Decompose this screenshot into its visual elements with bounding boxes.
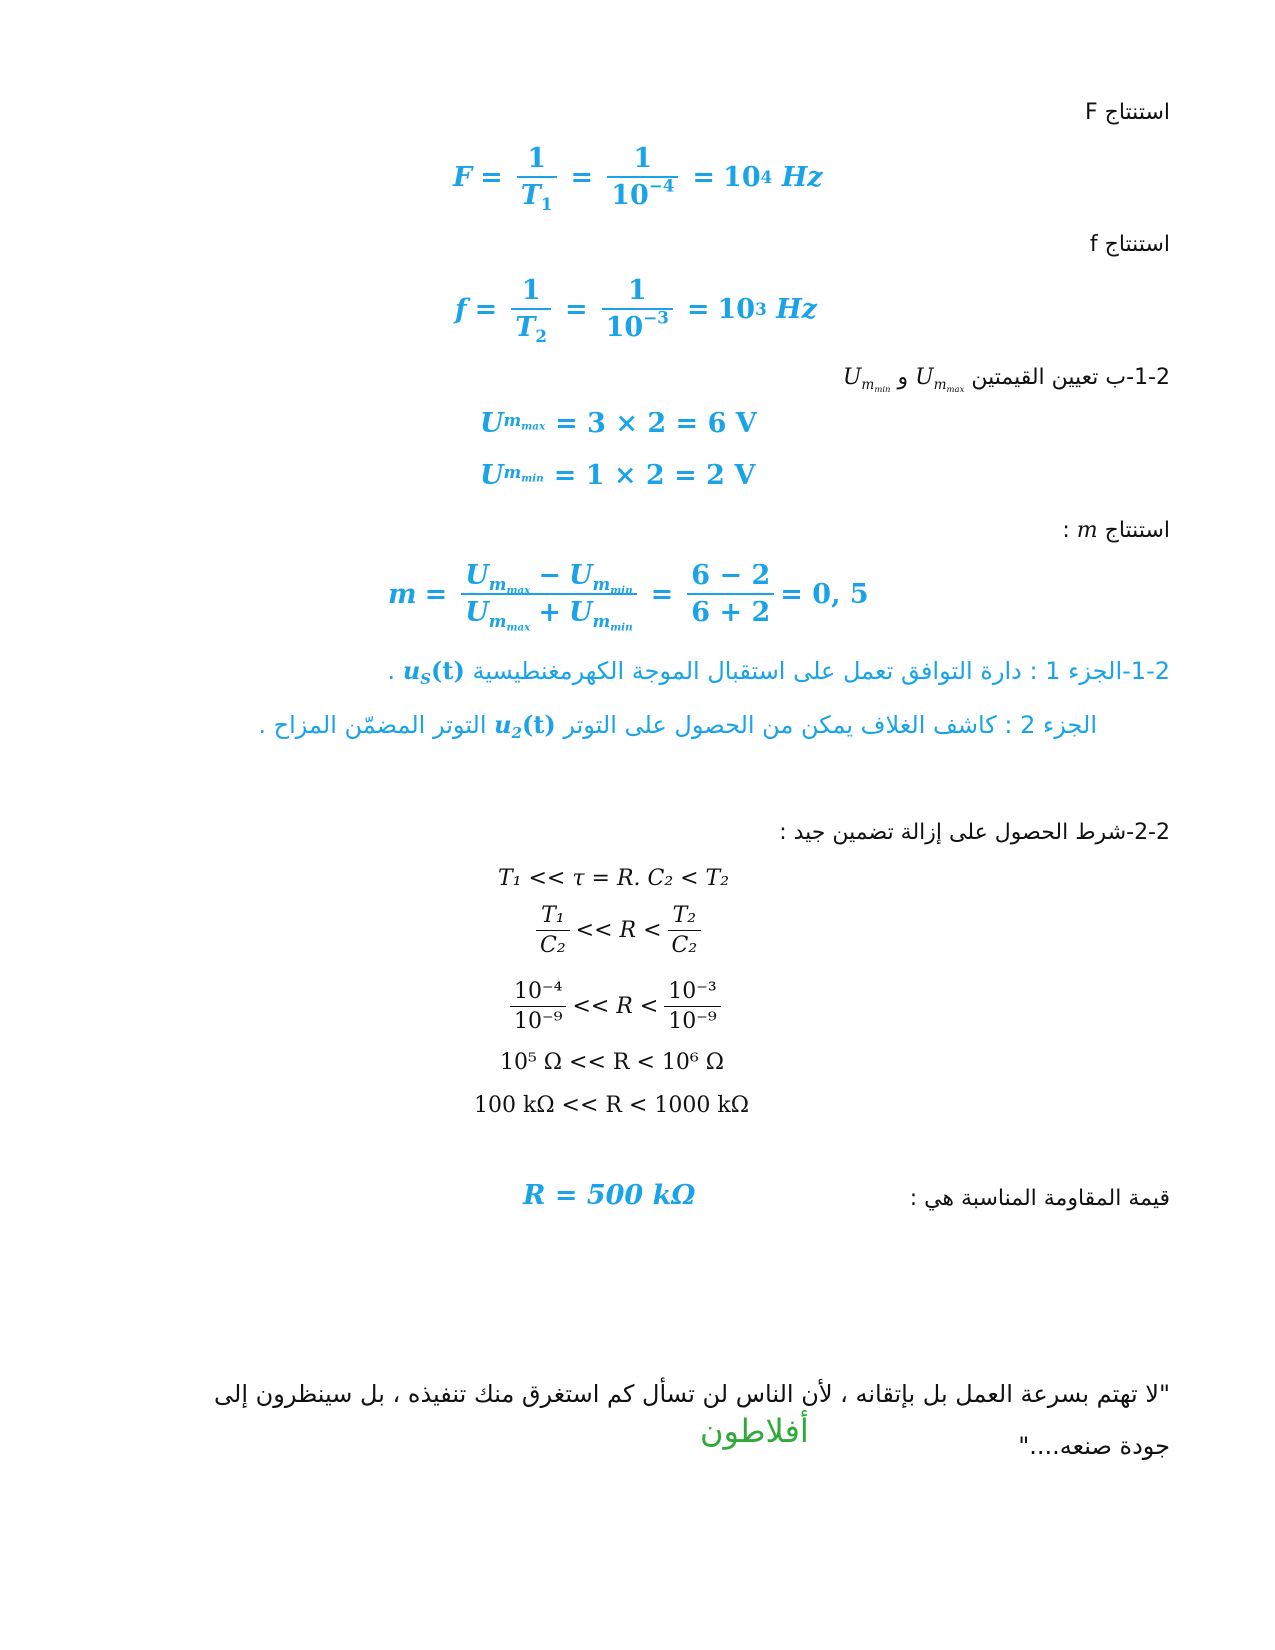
- part1-text: 1-2-الجزء 1 : دارة التوافق تعمل على استقبال الموجة الكهرمغنطيسية $u_S(t)$ .: [387, 656, 1170, 689]
- formula-umin: U $m_{min}$ = 1 × 2 = 2 V: [480, 460, 756, 491]
- heading-deduce-f: استنتاج f: [1089, 232, 1170, 257]
- heading-deduce-F: استنتاج F: [1084, 100, 1170, 125]
- formula-f: f = $\frac{1}{T_2}$ = $\frac{1}{10^{-3}}$ = 10 3 Hz: [455, 275, 817, 346]
- formula-F: F = $\frac{1}{T_1}$ = $\frac{1}{10^{-4}}$ = 10 4 Hz: [453, 143, 823, 214]
- quote-line-1: "لا تهتم بسرعة العمل بل بإتقانه ، لأن الناس لن تسأل كم استغرق منك تنفيذه ، بل سينظرون إلى: [214, 1380, 1170, 1408]
- resistance-label: قيمة المقاومة المناسبة هي :: [909, 1186, 1170, 1211]
- condition-line-3: $\frac{\text{10⁻⁴}}{\text{10⁻⁹}}$ << R < $\frac{\text{10⁻³}}{\text{10⁻⁹}}$: [504, 979, 727, 1034]
- heading-determine-u: 1-2-ب تعيين القيمتين $U_{m_{max}}$ و $U_{m_{min}}$: [842, 365, 1170, 394]
- condition-line-1: T₁ << τ = R. C₂ < T₂: [498, 866, 730, 891]
- formula-m: m = $\frac{U_{m_{max}} - U_{m_{min}}}{U_{m_{max}} + U_{m_{min}}}$ = $\frac{6 - 2}{6 + 2}$ = 0, 5: [388, 560, 869, 634]
- formula-umax: U $m_{max}$ = 3 × 2 = 6 V: [480, 408, 757, 439]
- condition-line-5: 100 kΩ << R < 1000 kΩ: [474, 1093, 749, 1118]
- quote-author-signature: أفلاطون: [700, 1412, 809, 1450]
- resistance-value: R = 500 kΩ: [523, 1180, 696, 1211]
- condition-line-4: 10⁵ Ω << R < 10⁶ Ω: [500, 1050, 724, 1075]
- quote-line-2: جودة صنعه....": [1018, 1432, 1170, 1460]
- heading-deduce-m: استنتاج m :: [1062, 518, 1170, 543]
- heading-demodulation-condition: 2-2-شرط الحصول على إزالة تضمين جيد :: [779, 820, 1170, 845]
- quote-text: [120, 1368, 1170, 1472]
- part2-text: الجزء 2 : كاشف الغلاف يمكن من الحصول على التوتر $u_2(t)$ التوتر المضمّن المزاح .: [258, 710, 1097, 743]
- condition-line-2: $\frac{\text{T₁}}{\text{C₂}}$ << R < $\frac{\text{T₂}}{\text{C₂}}$: [530, 903, 707, 958]
